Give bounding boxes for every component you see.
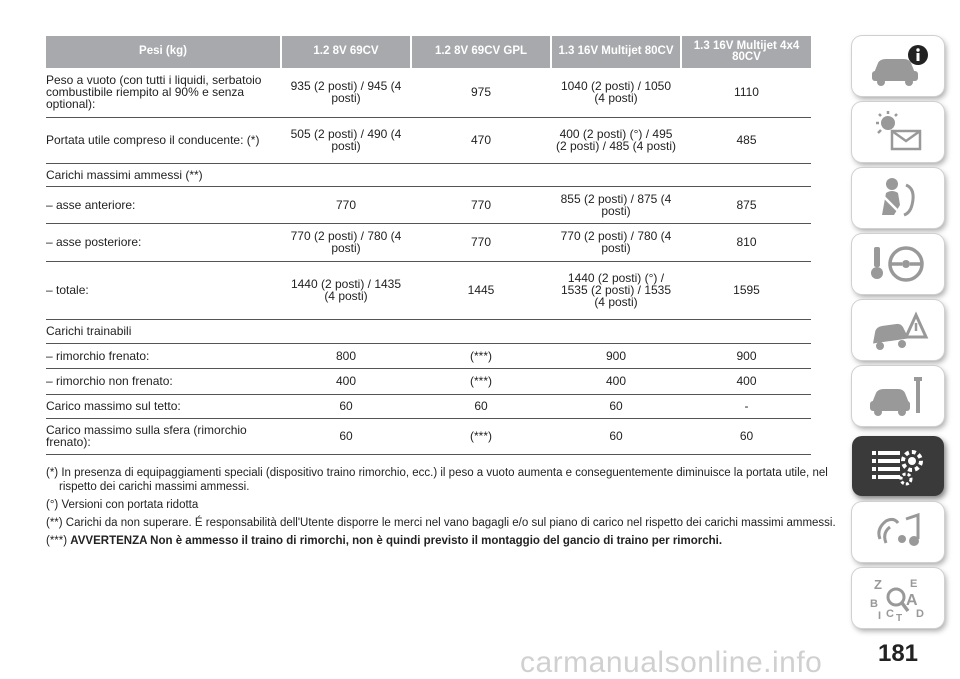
technical-data-icon xyxy=(866,443,930,489)
page-number: 181 xyxy=(877,640,919,667)
row-value: 1440 (2 posti) / 1435 (4 posti) xyxy=(282,261,410,319)
row-value: 770 xyxy=(412,223,550,261)
header-model-4: 1.3 16V Multijet 4x4 80CV xyxy=(682,36,811,68)
footnotes xyxy=(46,466,836,552)
alphabetical-index-icon xyxy=(866,575,930,621)
row-value: 800 xyxy=(282,343,410,368)
header-model-1: 1.2 8V 69CV xyxy=(282,36,410,68)
tab-starting-driving[interactable] xyxy=(852,234,944,294)
row-value: 1440 (2 posti) (°) / 1535 (2 posti) / 1535 (4 posti) xyxy=(552,261,680,319)
row-label: Carico massimo sul tetto: xyxy=(46,394,280,418)
index-letter: A xyxy=(906,592,918,609)
index-letter: C xyxy=(886,608,894,620)
table-row xyxy=(46,418,811,454)
row-value: 60 xyxy=(412,394,550,418)
row-label: Carico massimo sulla sfera (rimorchio frenato): xyxy=(46,418,280,454)
table-row xyxy=(46,68,811,117)
table-row xyxy=(46,343,811,368)
car-info-icon xyxy=(866,43,930,89)
warning-lights-icon xyxy=(866,109,930,155)
row-value: 770 (2 posti) / 780 (4 posti) xyxy=(282,223,410,261)
row-value: 60 xyxy=(282,394,410,418)
table-row xyxy=(46,368,811,394)
row-value: (***) xyxy=(412,368,550,394)
row-value: 1110 xyxy=(682,68,811,117)
table-row xyxy=(46,186,811,223)
tab-multimedia[interactable] xyxy=(852,502,944,562)
tab-emergency[interactable] xyxy=(852,300,944,360)
header-model-2: 1.2 8V 69CV GPL xyxy=(412,36,550,68)
tab-technical-data[interactable] xyxy=(852,436,944,496)
weights-table xyxy=(46,36,811,455)
row-value: 900 xyxy=(552,343,680,368)
row-label: – rimorchio non frenato: xyxy=(46,368,280,394)
row-value: 60 xyxy=(282,418,410,454)
row-value: 935 (2 posti) / 945 (4 posti) xyxy=(282,68,410,117)
index-letter: B xyxy=(870,598,878,610)
footnote-3: (**) Carichi da non superare. É responsabilità dell'Utente disporre le merci nel vano bagagli e/o sul piano di carico nel rispetto dei carichi massimi ammessi. xyxy=(46,517,836,529)
footnote-4-prefix: (***) xyxy=(46,535,68,547)
breakdown-car-icon xyxy=(866,307,930,353)
header-weights: Pesi (kg) xyxy=(46,36,280,68)
tab-maintenance[interactable] xyxy=(852,366,944,426)
row-value: 975 xyxy=(412,68,550,117)
index-letter: E xyxy=(910,578,918,590)
footnote-4 xyxy=(46,534,836,548)
tab-index[interactable] xyxy=(852,568,944,628)
safety-seatbelt-icon xyxy=(866,175,930,221)
row-value: 855 (2 posti) / 875 (4 posti) xyxy=(552,186,680,223)
row-label: – rimorchio frenato: xyxy=(46,343,280,368)
row-value: 485 xyxy=(682,117,811,163)
row-value: 770 (2 posti) / 780 (4 posti) xyxy=(552,223,680,261)
row-value: 1040 (2 posti) / 1050 (4 posti) xyxy=(552,68,680,117)
row-label: Portata utile compreso il conducente: (*) xyxy=(46,117,280,163)
row-value: 1595 xyxy=(682,261,811,319)
tab-safety[interactable] xyxy=(852,168,944,228)
row-value: 400 xyxy=(282,368,410,394)
row-value: 900 xyxy=(682,343,811,368)
row-value: 875 xyxy=(682,186,811,223)
table-row xyxy=(46,117,811,163)
row-label: – asse posteriore: xyxy=(46,223,280,261)
tab-vehicle-info[interactable] xyxy=(852,36,944,96)
watermark: carmanualsonline.info xyxy=(520,646,823,679)
tab-warning-lights[interactable] xyxy=(852,102,944,162)
index-letter: I xyxy=(878,610,882,621)
index-letter: T xyxy=(896,613,903,621)
row-value: (***) xyxy=(412,343,550,368)
steering-key-icon xyxy=(866,241,930,287)
index-letter: Z xyxy=(874,577,882,592)
row-value: 60 xyxy=(552,418,680,454)
row-value: 400 xyxy=(552,368,680,394)
header-model-3: 1.3 16V Multijet 80CV xyxy=(552,36,680,68)
row-label: Peso a vuoto (con tutti i liquidi, serbatoio combustibile riempito al 90% e senza optional): xyxy=(46,68,280,117)
footnote-1: (*) In presenza di equipaggiamenti speciali (dispositivo traino rimorchio, ecc.) il peso a vuoto aumenta e conseguentemente diminuisce la portata utile, nel rispetto dei carichi massimi ammessi. xyxy=(46,467,828,493)
row-value: 400 (2 posti) (°) / 495 (2 posti) / 485 (4 posti) xyxy=(552,117,680,163)
row-value: 60 xyxy=(552,394,680,418)
footnote-2: (°) Versioni con portata ridotta xyxy=(46,499,199,511)
multimedia-icon xyxy=(866,509,930,555)
table-row xyxy=(46,223,811,261)
row-value: 60 xyxy=(682,418,811,454)
row-value: 470 xyxy=(412,117,550,163)
row-value: 505 (2 posti) / 490 (4 posti) xyxy=(282,117,410,163)
table-row xyxy=(46,394,811,418)
row-label: – totale: xyxy=(46,261,280,319)
row-value: 400 xyxy=(682,368,811,394)
row-value: - xyxy=(682,394,811,418)
row-value: (***) xyxy=(412,418,550,454)
car-maintenance-icon xyxy=(866,373,930,419)
section-row xyxy=(46,163,811,186)
warning-text: AVVERTENZA Non è ammesso il traino di rimorchi, non è quindi previsto il montaggio del gancio di traino per rimorchi. xyxy=(70,535,723,547)
row-label: – asse anteriore: xyxy=(46,186,280,223)
row-value: 770 xyxy=(282,186,410,223)
section-row xyxy=(46,319,811,343)
index-letter: D xyxy=(916,608,924,620)
table-header-row xyxy=(46,36,811,68)
row-value: 770 xyxy=(412,186,550,223)
section-label: Carichi trainabili xyxy=(46,319,811,343)
row-value: 1445 xyxy=(412,261,550,319)
section-label: Carichi massimi ammessi (**) xyxy=(46,163,811,186)
row-value: 810 xyxy=(682,223,811,261)
table-row xyxy=(46,261,811,319)
